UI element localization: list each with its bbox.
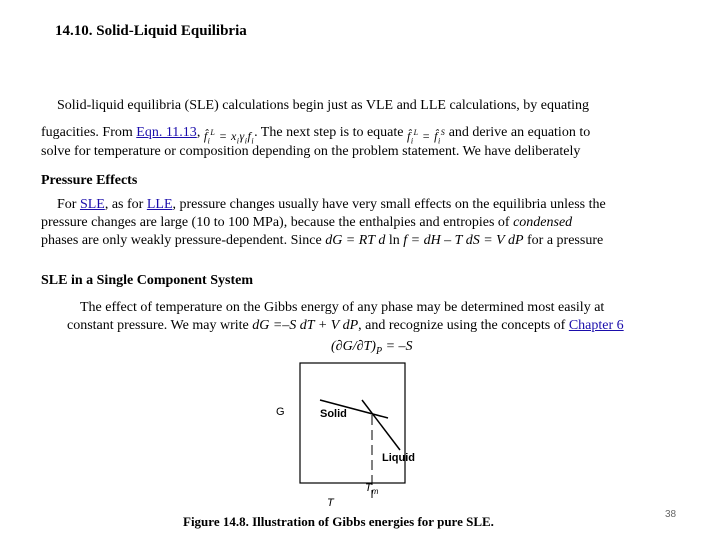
axis-t-label: T [327,497,334,509]
tm-label: $T_m$ [365,482,379,497]
gibbs-equation: dG = RT d [325,233,386,248]
pressure-line-1 [57,196,606,214]
chapter-6-link[interactable]: Chapter 6 [568,318,624,333]
gibbs-equation: f = dH – T dS = V dP [403,233,524,248]
page-title: 14.10. Solid-Liquid Equilibria [55,23,247,39]
axis-g-label: G [276,406,285,418]
sle-link[interactable]: SLE [79,197,105,212]
single-component-heading: SLE in a Single Component System [41,273,253,288]
pressure-text: phases are only weakly pressure-dependent. Since [41,233,326,248]
page-number: 38 [665,509,677,520]
single-text: constant pressure. We may write [67,318,253,333]
intro-line-1: Solid-liquid equilibria (SLE) calculations begin just as VLE and LLE calculations, by equating [57,98,590,113]
pressure-line-2 [41,214,572,232]
fugacity-equation-2: $f̂_i^L$ = $f̂_i^S$ [407,128,446,146]
gibbs-temperature-relation: $(\partial G/\partial T)_P = -S$ [331,339,413,357]
pressure-text: pressure changes are large (10 to 100 MPa), because the enthalpies and entropies of [41,215,514,230]
figure-graphic [270,360,410,510]
intro-text: . The next step is to equate [254,125,407,140]
single-line-1: The effect of temperature on the Gibbs energy of any phase may be determined most easily at [80,300,605,315]
single-line-2 [67,317,624,335]
solid-label: Solid [320,408,347,420]
pressure-text: For [57,197,80,212]
figure-frame [300,363,405,483]
pressure-text: , as for [104,197,147,212]
intro-text: fugacities. From [41,125,137,140]
condensed-emphasis: condensed [513,215,573,230]
intro-text: and derive an equation to [445,125,591,140]
figure-caption: Figure 14.8. Illustration of Gibbs energies for pure SLE. [183,514,494,529]
intro-text: , [196,125,201,140]
eqn-11-13-link[interactable]: Eqn. 11.13 [136,125,197,140]
ln-operator: ln [385,233,404,248]
dg-equation: dG =–S dT + V dP [252,318,359,333]
gibbs-energy-figure [270,360,415,510]
single-text: , and recognize using the concepts of [358,318,569,333]
pressure-effects-heading: Pressure Effects [41,173,138,188]
pressure-text: for a pressure [523,233,604,248]
pressure-line-3 [41,232,603,250]
liquid-label: Liquid [382,452,415,464]
intro-line-3: solve for temperature or composition depending on the problem statement. We have deliberately [41,144,581,159]
fugacity-equation-1: $f̂_i^L = x_i\gamma_if_i$ [203,128,255,146]
pressure-text: , pressure changes usually have very small effects on the equilibria unless the [172,197,606,212]
lle-link[interactable]: LLE [146,197,173,212]
